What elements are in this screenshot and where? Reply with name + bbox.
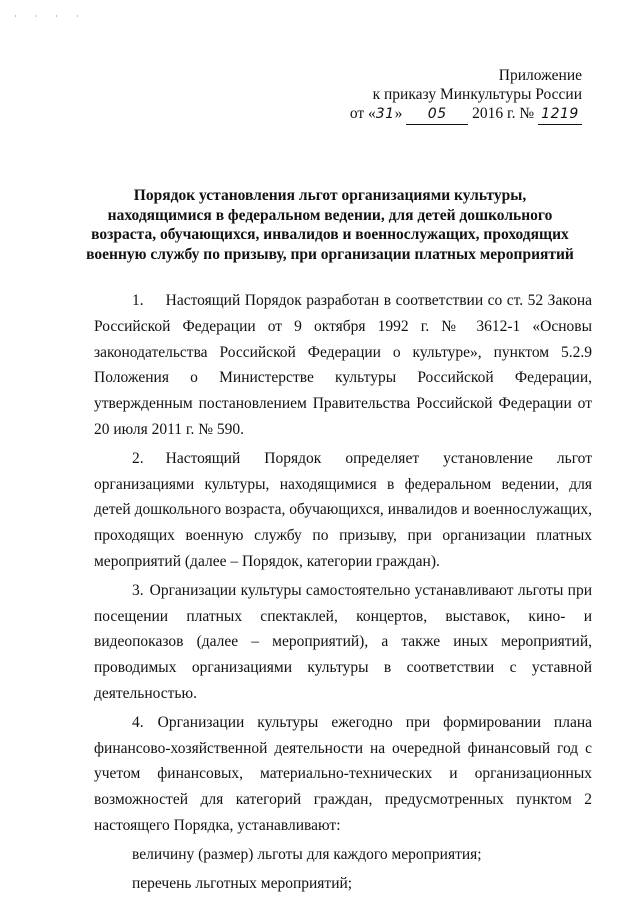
paragraph-4 xyxy=(94,710,592,839)
scan-artifact: · · · · xyxy=(14,12,87,21)
date-prefix: от « xyxy=(349,105,376,122)
paragraph-2 xyxy=(94,446,592,575)
paragraph-text: Организации культуры самостоятельно устанавливают льготы при посещении платных спектаклей, концертов, выставок, кино- и видеопоказов (далее – мероприятий), а также иных мероприятий, проводимых организациями культуры в соответствии с уставной деятельностью. xyxy=(94,581,592,702)
date-mid: » xyxy=(394,105,403,122)
paragraph-text: Настоящий Порядок разработан в соответствии со ст. 52 Закона Российской Федерации от 9 октября 1992 г. № 3612-1 «Основы законодательства Российской Федерации о культуре», пунктом 5.2.9 Положения о Министерстве культуры Российской Федерации, утвержденным постановлением Правительства Российской Федерации от 20 июля 2011 г. № 590. xyxy=(94,292,592,438)
list-item: величину (размер) льготы для каждого мероприятия; xyxy=(132,845,482,863)
list-item: перечень льготных мероприятий; xyxy=(132,874,353,892)
date-year: 2016 г. № xyxy=(472,105,535,122)
paragraph-text: Настоящий Порядок определяет установление льгот организациями культуры, находящимися в федеральном ведении, для детей дошкольного возраста, обучающихся, инвалидов и военнослужащих, проходящих военную службу по призыву, при организации платных мероприятий (далее – Порядок, категории граждан). xyxy=(94,449,592,570)
paragraph-number: 2. xyxy=(132,449,144,467)
paragraph-text: Организации культуры ежегодно при формировании плана финансово-хозяйственной деятельности на очередной финансовый год с учетом финансовых, материально-технических и организационных возможностей для категорий граждан, предусмотренных пунктом 2 настоящего Порядка, устанавливают: xyxy=(94,713,592,834)
document-title: Порядок установления льгот организациями культуры, находящимися в федеральном ведении, для детей дошкольного возраста, обучающихся, инвалидов и военнослужащих, проходящих военную службу по призыву, при организации платных мероприятий xyxy=(86,187,574,263)
paragraph-number: 1. xyxy=(132,292,144,309)
appendix-title: Приложение xyxy=(498,67,582,84)
appendix-order-ref: к приказу Минкультуры России xyxy=(372,86,582,103)
date-day: 31 xyxy=(375,106,395,122)
date-month: 05 xyxy=(406,105,468,125)
appendix-date-line xyxy=(322,104,582,125)
paragraph-1 xyxy=(94,288,592,443)
paragraph-number: 4. xyxy=(132,713,144,731)
paragraph-3 xyxy=(94,578,592,707)
order-number: 1219 xyxy=(538,105,582,125)
document-body xyxy=(94,288,592,899)
paragraph-number: 3. xyxy=(132,581,144,599)
appendix-header xyxy=(322,66,582,125)
